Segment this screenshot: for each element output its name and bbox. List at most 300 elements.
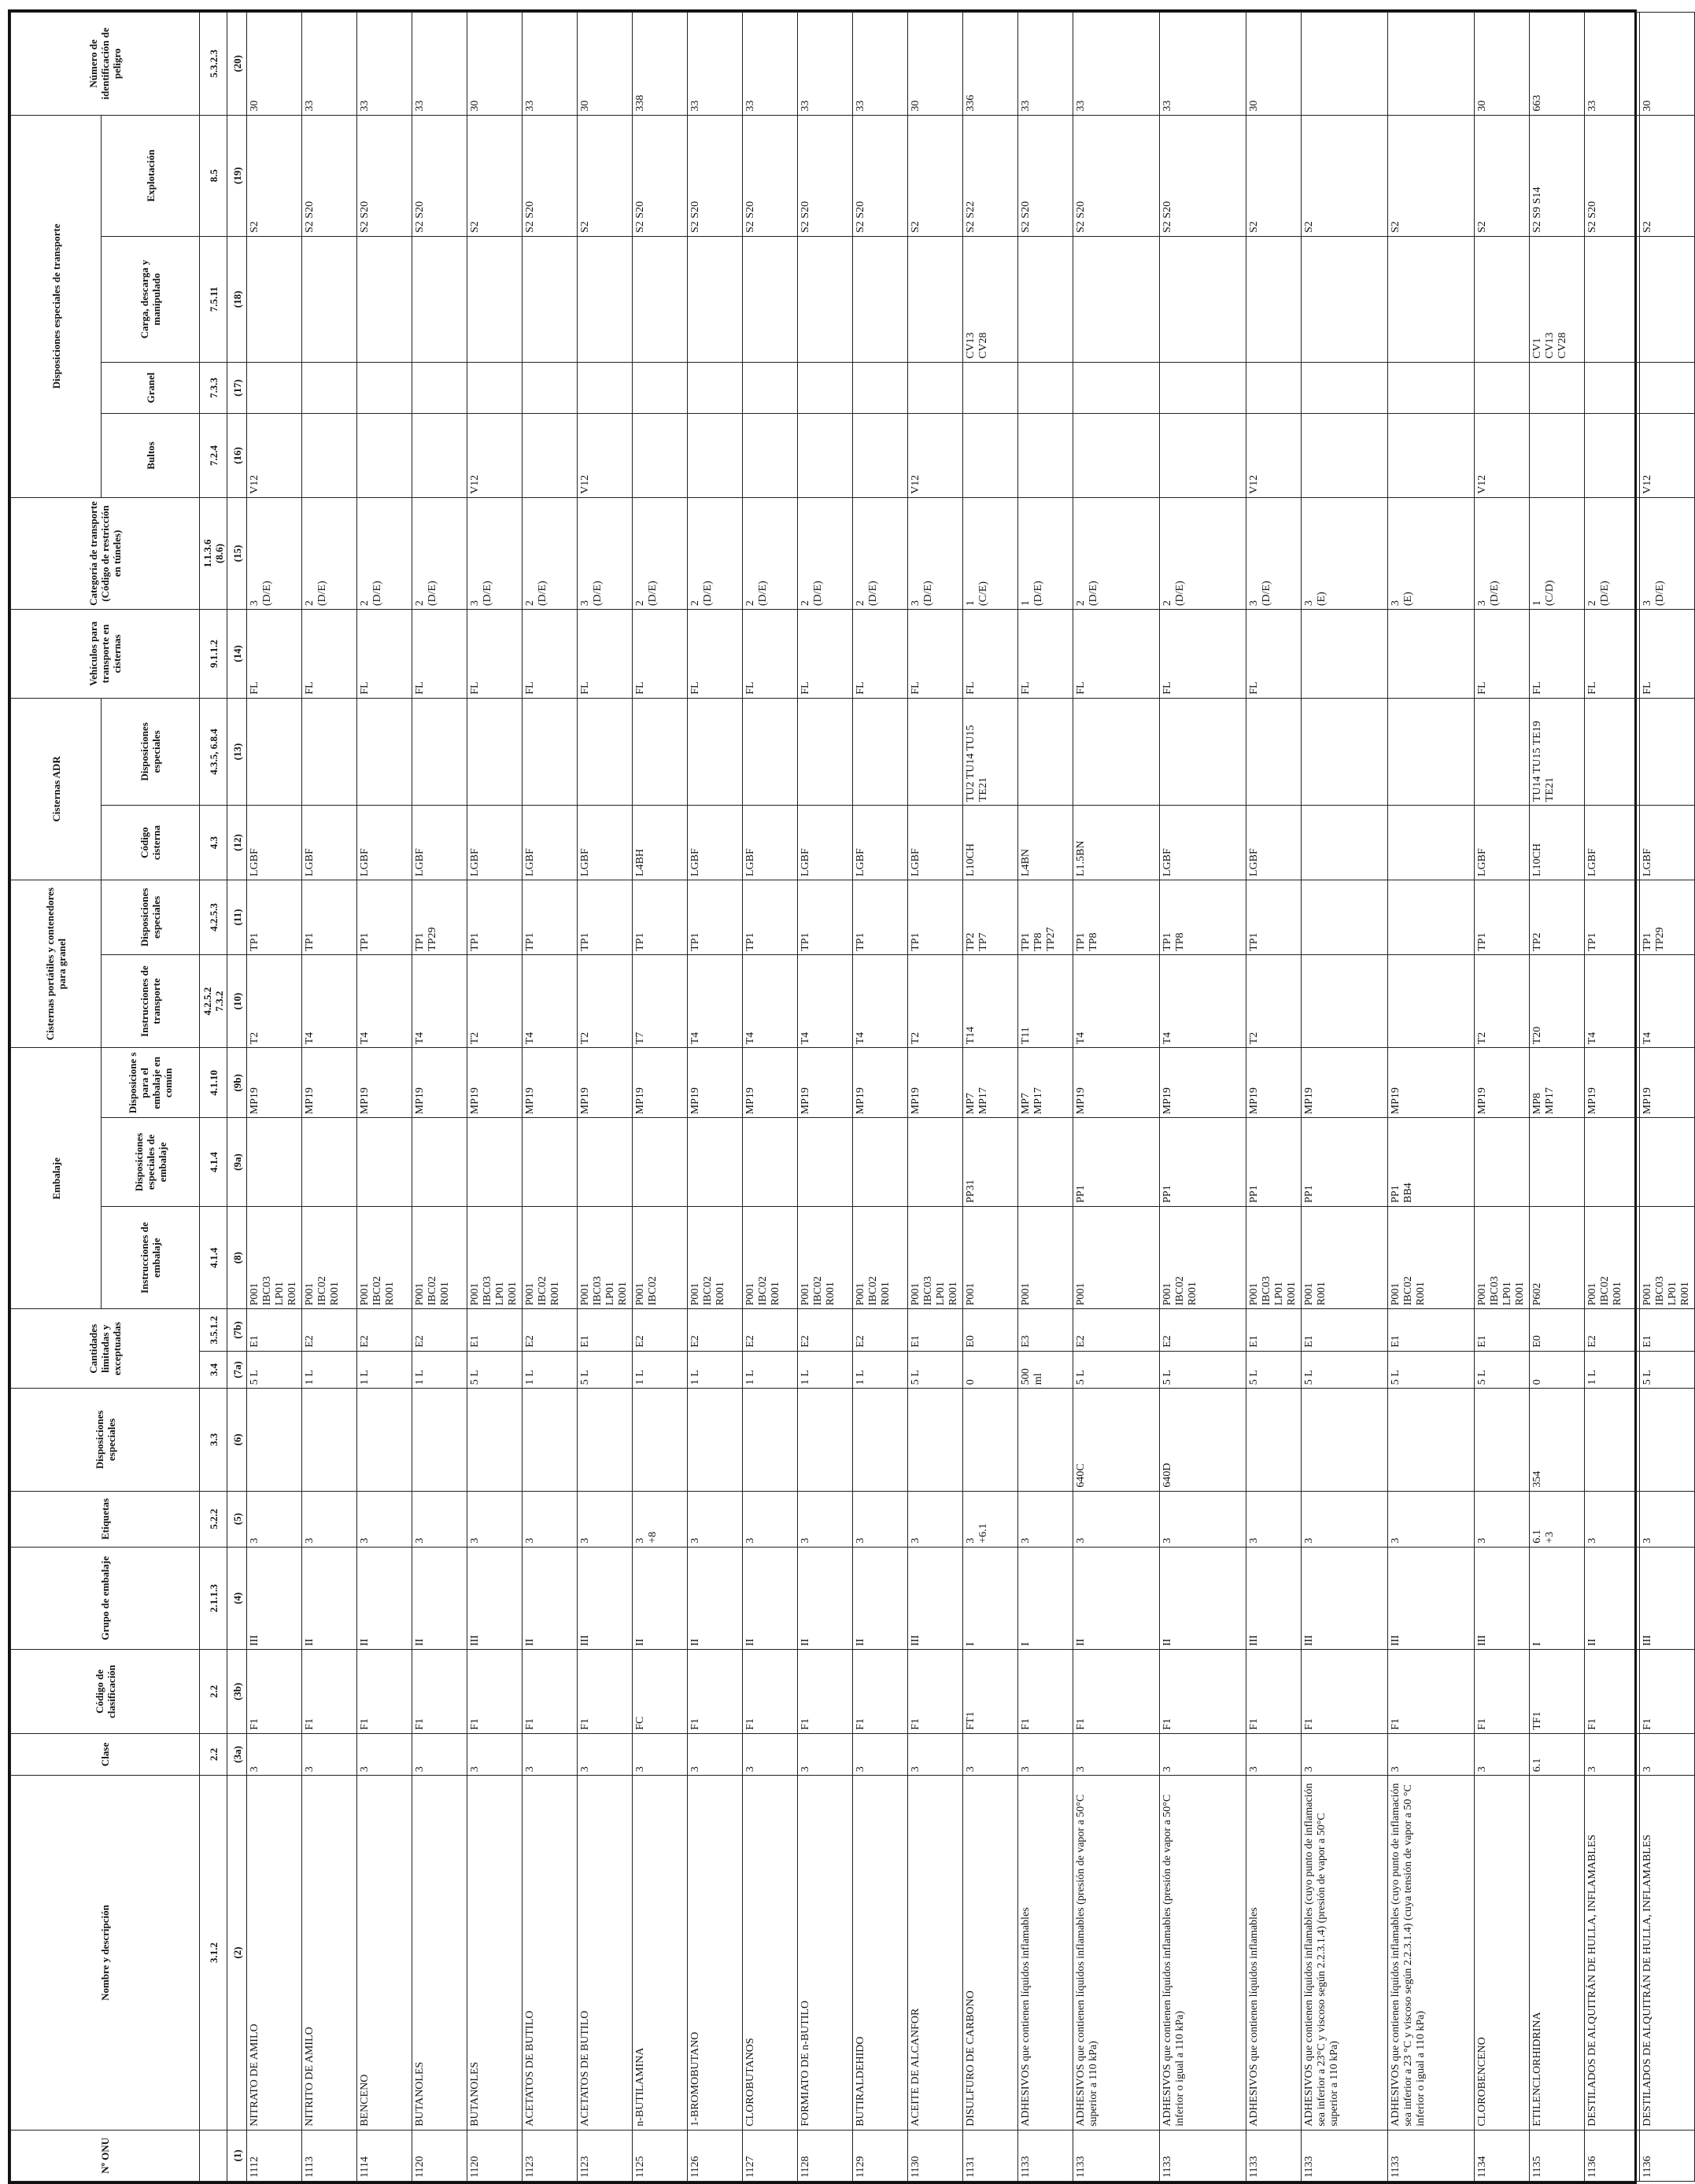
- num-18: (16): [227, 414, 247, 498]
- table-cell: F1: [743, 1650, 798, 1734]
- table-cell: 3: [688, 1491, 743, 1547]
- table-cell: 3 (D/E): [1246, 497, 1302, 609]
- table-cell: S2: [908, 115, 963, 236]
- table-cell: P001 IBC02 R001: [853, 1207, 908, 1309]
- table-cell: 3: [1018, 1733, 1073, 1775]
- table-cell: TF1: [1530, 1650, 1585, 1734]
- table-cell: E2: [853, 1309, 908, 1351]
- table-cell: E2: [357, 1309, 412, 1351]
- header-tank-special: Disposiciones especiales: [102, 698, 200, 805]
- table-cell: F1: [798, 1650, 853, 1734]
- table-cell: [1640, 1389, 1695, 1491]
- table-cell: F1: [1388, 1650, 1475, 1734]
- dangerous-goods-table-frame: [8, 9, 1691, 2184]
- table-cell: F1: [908, 1650, 963, 1734]
- table-cell: LGBF: [1640, 806, 1695, 880]
- table-cell: 3: [963, 1733, 1018, 1775]
- num-10: (9a): [227, 1118, 247, 1207]
- un-number-cell: 1129: [853, 2130, 908, 2181]
- table-cell: [1018, 236, 1073, 362]
- table-cell: TP1: [1475, 880, 1530, 954]
- table-cell: 3 (E): [1302, 497, 1388, 609]
- table-cell: P001: [963, 1207, 1018, 1309]
- table-cell: MP19: [467, 1048, 523, 1118]
- substance-name-cell: 1-BROMOBUTANO: [688, 1776, 743, 2131]
- table-cell: 3: [578, 1491, 633, 1547]
- table-cell: E1: [1246, 1309, 1302, 1351]
- table-cell: [1302, 954, 1388, 1048]
- table-cell: [1388, 698, 1475, 805]
- table-cell: [302, 414, 357, 498]
- table-cell: III: [1246, 1547, 1302, 1649]
- ref-18: 7.2.4: [200, 414, 227, 498]
- table-cell: [523, 236, 578, 362]
- table-cell: 3 (D/E): [1475, 497, 1530, 609]
- table-cell: I: [1530, 1547, 1585, 1649]
- table-cell: [357, 1389, 412, 1491]
- table-cell: 3: [412, 1733, 467, 1775]
- table-cell: FL: [1246, 610, 1302, 699]
- table-row: [412, 13, 467, 2182]
- header-portable-instructions: Instrucciones de transporte: [102, 954, 200, 1048]
- table-cell: [523, 414, 578, 498]
- header-mixed-packing: Disposicione s para el embalaje en común: [102, 1048, 200, 1118]
- table-cell: MP19: [633, 1048, 688, 1118]
- table-cell: [798, 362, 853, 413]
- table-cell: 30: [578, 13, 633, 116]
- table-cell: FL: [302, 610, 357, 699]
- table-cell: 5 L: [578, 1351, 633, 1388]
- header-packing-group: Grupo de embalaje: [11, 1547, 200, 1649]
- table-cell: E1: [1388, 1309, 1475, 1351]
- table-cell: PP1: [1246, 1118, 1302, 1207]
- table-cell: P001 IBC03 LP01 R001: [247, 1207, 302, 1309]
- un-number-cell: 1136: [1640, 2130, 1695, 2181]
- table-cell: F1: [467, 1650, 523, 1734]
- table-cell: 6.1: [1530, 1733, 1585, 1775]
- table-row: [1073, 13, 1160, 2182]
- table-cell: 3: [523, 1733, 578, 1775]
- num-13: (11): [227, 880, 247, 954]
- table-cell: [1073, 362, 1160, 413]
- table-cell: [1388, 954, 1475, 1048]
- table-cell: [1475, 236, 1530, 362]
- table-cell: [1073, 414, 1160, 498]
- table-cell: TU2 TU14 TU15 TE21: [963, 698, 1018, 805]
- table-cell: TU14 TU15 TE19 TE21: [1530, 698, 1585, 805]
- table-cell: [1388, 806, 1475, 880]
- table-cell: MP19: [523, 1048, 578, 1118]
- table-cell: 2 (D/E): [1585, 497, 1640, 609]
- table-cell: F1: [1585, 1650, 1640, 1734]
- ref-5: 5.2.2: [200, 1491, 227, 1547]
- table-cell: III: [1302, 1547, 1388, 1649]
- table-cell: FL: [633, 610, 688, 699]
- table-cell: 33: [357, 13, 412, 116]
- table-cell: FL: [412, 610, 467, 699]
- table-cell: F1: [1073, 1650, 1160, 1734]
- table-row: [1246, 13, 1302, 2182]
- un-number-cell: 1114: [357, 2130, 412, 2181]
- table-cell: [1388, 362, 1475, 413]
- table-cell: 1 L: [412, 1351, 467, 1388]
- un-number-cell: 1112: [247, 2130, 302, 2181]
- table-cell: 640D: [1160, 1389, 1246, 1491]
- table-cell: II: [688, 1547, 743, 1649]
- ref-10: 4.1.4: [200, 1118, 227, 1207]
- table-cell: FL: [467, 610, 523, 699]
- table-cell: 33: [302, 13, 357, 116]
- header-portable-special: Disposiciones especiales: [102, 880, 200, 954]
- table-cell: P602: [1530, 1207, 1585, 1309]
- table-cell: [523, 1389, 578, 1491]
- table-cell: [798, 414, 853, 498]
- table-cell: 3 (D/E): [247, 497, 302, 609]
- table-cell: 3: [523, 1491, 578, 1547]
- table-cell: 30: [1246, 13, 1302, 116]
- table-row: [743, 13, 798, 2182]
- header-loading: Carga, descarga y manipulado: [102, 236, 200, 362]
- table-cell: [1246, 698, 1302, 805]
- table-cell: 3: [1475, 1733, 1530, 1775]
- substance-name-cell: BENCENO: [357, 1776, 412, 2131]
- table-cell: [467, 362, 523, 413]
- substance-name-cell: n-BUTILAMINA: [633, 1776, 688, 2131]
- un-number-cell: 1134: [1475, 2130, 1530, 2181]
- un-number-cell: 1136: [1585, 2130, 1640, 2181]
- table-cell: 33: [1585, 13, 1640, 116]
- table-cell: 33: [853, 13, 908, 116]
- table-cell: 2 (D/E): [302, 497, 357, 609]
- table-cell: E2: [523, 1309, 578, 1351]
- table-cell: I: [963, 1547, 1018, 1649]
- table-cell: S2: [1302, 115, 1388, 236]
- table-cell: FL: [853, 610, 908, 699]
- header-special-transport-provisions: Disposiciones especiales de transporte: [11, 115, 102, 497]
- ref-12: 4.2.5.2 7.3.2: [200, 954, 227, 1048]
- table-cell: [1585, 698, 1640, 805]
- table-cell: [1302, 880, 1388, 954]
- table-cell: 3 (D/E): [1640, 497, 1695, 609]
- table-cell: FL: [963, 610, 1018, 699]
- table-cell: [743, 414, 798, 498]
- table-cell: T4: [1640, 954, 1695, 1048]
- table-cell: 3: [908, 1491, 963, 1547]
- table-cell: III: [1640, 1547, 1695, 1649]
- table-cell: F1: [523, 1650, 578, 1734]
- table-cell: 3 (D/E): [578, 497, 633, 609]
- num-9: (8): [227, 1207, 247, 1309]
- table-cell: S2: [1475, 115, 1530, 236]
- table-cell: [633, 1118, 688, 1207]
- table-cell: LGBF: [467, 806, 523, 880]
- table-cell: P001 IBC02: [633, 1207, 688, 1309]
- table-cell: 2 (D/E): [688, 497, 743, 609]
- substance-name-cell: ADHESIVOS que contienen líquidos inflamables: [1246, 1776, 1302, 2131]
- num-21: (19): [227, 115, 247, 236]
- un-number-cell: 1133: [1246, 2130, 1302, 2181]
- table-cell: [1018, 1118, 1073, 1207]
- header-adr-tanks: Cisternas ADR: [11, 698, 102, 880]
- header-packaging: Embalaje: [11, 1048, 102, 1309]
- table-cell: LGBF: [1160, 806, 1246, 880]
- table-cell: FC: [633, 1650, 688, 1734]
- table-cell: 2 (D/E): [412, 497, 467, 609]
- table-cell: P001: [1018, 1207, 1073, 1309]
- table-cell: 1 (C/E): [963, 497, 1018, 609]
- table-cell: 3: [412, 1491, 467, 1547]
- substance-name-cell: ADHESIVOS que contienen líquidos inflamables (presión de vapor a 50°C superior a 110 kPa): [1073, 1776, 1160, 2131]
- ref-1: 3.1.2: [200, 1776, 227, 2131]
- table-cell: 3: [302, 1733, 357, 1775]
- table-cell: [357, 1118, 412, 1207]
- table-cell: [798, 1389, 853, 1491]
- table-row: [1302, 13, 1388, 2182]
- header-packages: Bultos: [102, 414, 200, 498]
- table-cell: [357, 414, 412, 498]
- table-cell: [1388, 1389, 1475, 1491]
- un-number-cell: 1120: [467, 2130, 523, 2181]
- table-cell: [247, 1389, 302, 1491]
- un-number-cell: 1127: [743, 2130, 798, 2181]
- table-cell: 3: [1302, 1491, 1388, 1547]
- table-cell: [743, 1118, 798, 1207]
- table-cell: FT1: [963, 1650, 1018, 1734]
- substance-name-cell: DESTILADOS DE ALQUITRÁN DE HULLA, INFLAMABLES: [1640, 1776, 1695, 2131]
- table-cell: 3: [1160, 1491, 1246, 1547]
- table-cell: [1302, 806, 1388, 880]
- table-cell: [1640, 698, 1695, 805]
- table-cell: III: [578, 1547, 633, 1649]
- table-cell: [302, 236, 357, 362]
- table-cell: 5 L: [247, 1351, 302, 1388]
- table-cell: 3: [1073, 1491, 1160, 1547]
- table-cell: V12: [578, 414, 633, 498]
- table-cell: T2: [467, 954, 523, 1048]
- ref-14: 4.3: [200, 806, 227, 880]
- ref-19: 7.3.3: [200, 362, 227, 413]
- table-cell: III: [467, 1547, 523, 1649]
- table-row: [688, 13, 743, 2182]
- table-cell: [247, 236, 302, 362]
- substance-name-cell: BUTANOLES: [467, 1776, 523, 2131]
- table-cell: S2 S20: [1160, 115, 1246, 236]
- table-cell: V12: [908, 414, 963, 498]
- header-transport-category: Categoría de transporte (Código de restricción en túneles): [11, 497, 200, 609]
- table-cell: 2 (D/E): [357, 497, 412, 609]
- table-cell: 5 L: [1640, 1351, 1695, 1388]
- substance-name-cell: ACETATOS DE BUTILO: [523, 1776, 578, 2131]
- num-1: (2): [227, 1776, 247, 2131]
- table-cell: 30: [247, 13, 302, 116]
- table-cell: E1: [908, 1309, 963, 1351]
- table-cell: [963, 414, 1018, 498]
- table-cell: [743, 698, 798, 805]
- table-cell: S2 S20: [523, 115, 578, 236]
- table-row: [523, 13, 578, 2182]
- un-number-cell: 1123: [578, 2130, 633, 2181]
- table-row: [1018, 13, 1073, 2182]
- table-cell: E0: [963, 1309, 1018, 1351]
- table-cell: 0: [963, 1351, 1018, 1388]
- table-cell: [1585, 1118, 1640, 1207]
- table-cell: [302, 362, 357, 413]
- table-cell: 3: [302, 1491, 357, 1547]
- table-cell: [467, 1389, 523, 1491]
- table-cell: [1530, 414, 1585, 498]
- table-row: [963, 13, 1018, 2182]
- table-cell: [633, 698, 688, 805]
- table-cell: [1302, 1389, 1388, 1491]
- table-cell: 3: [908, 1733, 963, 1775]
- header-bulk: Granel: [102, 362, 200, 413]
- table-cell: [688, 236, 743, 362]
- ref-7: 3.4: [200, 1351, 227, 1388]
- table-cell: V12: [467, 414, 523, 498]
- table-cell: [1018, 698, 1073, 805]
- header-tank-code: Código cisterna: [102, 806, 200, 880]
- table-cell: P001 IBC03 LP01 R001: [1246, 1207, 1302, 1309]
- table-cell: 3: [853, 1491, 908, 1547]
- table-cell: L10CH: [1530, 806, 1585, 880]
- table-cell: T4: [1160, 954, 1246, 1048]
- table-cell: [1388, 414, 1475, 498]
- table-cell: 5 L: [1073, 1351, 1160, 1388]
- table-cell: F1: [688, 1650, 743, 1734]
- table-cell: F1: [578, 1650, 633, 1734]
- table-cell: F1: [1302, 1650, 1388, 1734]
- table-cell: T4: [853, 954, 908, 1048]
- table-cell: TP1: [467, 880, 523, 954]
- table-cell: [1302, 362, 1388, 413]
- table-cell: [1160, 698, 1246, 805]
- table-cell: MP19: [1160, 1048, 1246, 1118]
- table-cell: F1: [1640, 1650, 1695, 1734]
- substance-name-cell: CLOROBUTANOS: [743, 1776, 798, 2131]
- table-cell: MP19: [302, 1048, 357, 1118]
- table-cell: TP1: [1246, 880, 1302, 954]
- table-cell: TP1: [853, 880, 908, 954]
- table-cell: 5 L: [467, 1351, 523, 1388]
- table-row: [247, 13, 302, 2182]
- table-cell: [1018, 1389, 1073, 1491]
- un-number-cell: 1125: [633, 2130, 688, 2181]
- table-cell: F1: [1246, 1650, 1302, 1734]
- table-cell: FL: [247, 610, 302, 699]
- ref-22: 5.3.2.3: [200, 13, 227, 116]
- table-cell: 1 L: [853, 1351, 908, 1388]
- table-cell: II: [523, 1547, 578, 1649]
- table-cell: P001 IBC02 R001: [302, 1207, 357, 1309]
- table-cell: LGBF: [1475, 806, 1530, 880]
- table-cell: PP1: [1302, 1118, 1388, 1207]
- num-11: (9b): [227, 1048, 247, 1118]
- table-cell: MP8 MP17: [1530, 1048, 1585, 1118]
- table-cell: TP1: [798, 880, 853, 954]
- table-row: [1640, 13, 1695, 2182]
- table-cell: P001 IBC03 LP01 R001: [1475, 1207, 1530, 1309]
- table-cell: 3: [1585, 1491, 1640, 1547]
- table-cell: TP1: [633, 880, 688, 954]
- table-cell: T4: [357, 954, 412, 1048]
- table-cell: FL: [908, 610, 963, 699]
- header-classification-code: Código de clasificación: [11, 1650, 200, 1734]
- table-cell: T4: [302, 954, 357, 1048]
- table-cell: [523, 1118, 578, 1207]
- table-cell: 1 L: [302, 1351, 357, 1388]
- table-cell: F1: [247, 1650, 302, 1734]
- table-cell: II: [853, 1547, 908, 1649]
- table-cell: S2 S20: [1073, 115, 1160, 236]
- table-cell: [743, 236, 798, 362]
- substance-name-cell: ADHESIVOS que contienen líquidos inflamables (presión de vapor a 50°C inferior o igual a 110 kPa): [1160, 1776, 1246, 2131]
- table-cell: [1585, 362, 1640, 413]
- table-cell: [1475, 362, 1530, 413]
- ref-11: 4.1.10: [200, 1048, 227, 1118]
- table-cell: 1 (D/E): [1018, 497, 1073, 609]
- table-cell: 3: [743, 1733, 798, 1775]
- table-cell: S2 S20: [412, 115, 467, 236]
- table-cell: 2 (D/E): [798, 497, 853, 609]
- table-cell: [1388, 880, 1475, 954]
- table-cell: T7: [633, 954, 688, 1048]
- table-cell: [467, 236, 523, 362]
- table-cell: [578, 1389, 633, 1491]
- table-cell: S2 S20: [853, 115, 908, 236]
- table-cell: TP2 TP7: [963, 880, 1018, 954]
- substance-name-cell: ADHESIVOS que contienen líquidos inflamables: [1018, 1776, 1073, 2131]
- table-cell: [908, 698, 963, 805]
- substance-name-cell: ACETATOS DE BUTILO: [578, 1776, 633, 2131]
- num-15: (13): [227, 698, 247, 805]
- table-cell: 2 (D/E): [1073, 497, 1160, 609]
- table-cell: [853, 1118, 908, 1207]
- table-cell: E0: [1530, 1309, 1585, 1351]
- table-cell: [798, 698, 853, 805]
- table-cell: P001 IBC02 R001: [1388, 1207, 1475, 1309]
- table-cell: 3: [743, 1491, 798, 1547]
- ref-15: 4.3.5, 6.8.4: [200, 698, 227, 805]
- table-cell: E2: [1073, 1309, 1160, 1351]
- table-cell: [1530, 1118, 1585, 1207]
- table-cell: 1 L: [633, 1351, 688, 1388]
- table-cell: II: [1160, 1547, 1246, 1649]
- table-cell: [743, 362, 798, 413]
- table-cell: MP19: [798, 1048, 853, 1118]
- table-cell: MP19: [412, 1048, 467, 1118]
- table-cell: S2 S20: [1585, 115, 1640, 236]
- table-cell: LGBF: [1246, 806, 1302, 880]
- table-cell: S2: [578, 115, 633, 236]
- table-cell: 1 L: [523, 1351, 578, 1388]
- table-cell: [633, 236, 688, 362]
- table-cell: V12: [247, 414, 302, 498]
- table-cell: [853, 414, 908, 498]
- table-cell: [1160, 362, 1246, 413]
- header-un-number: Nº ONU: [11, 2130, 200, 2181]
- table-cell: [523, 698, 578, 805]
- table-cell: [1160, 236, 1246, 362]
- table-cell: FL: [1073, 610, 1160, 699]
- table-cell: [1246, 362, 1302, 413]
- table-cell: LGBF: [798, 806, 853, 880]
- table-cell: T20: [1530, 954, 1585, 1048]
- un-number-cell: 1128: [798, 2130, 853, 2181]
- num-4: (4): [227, 1547, 247, 1649]
- table-cell: [853, 698, 908, 805]
- table-cell: LGBF: [247, 806, 302, 880]
- table-cell: [1388, 13, 1475, 116]
